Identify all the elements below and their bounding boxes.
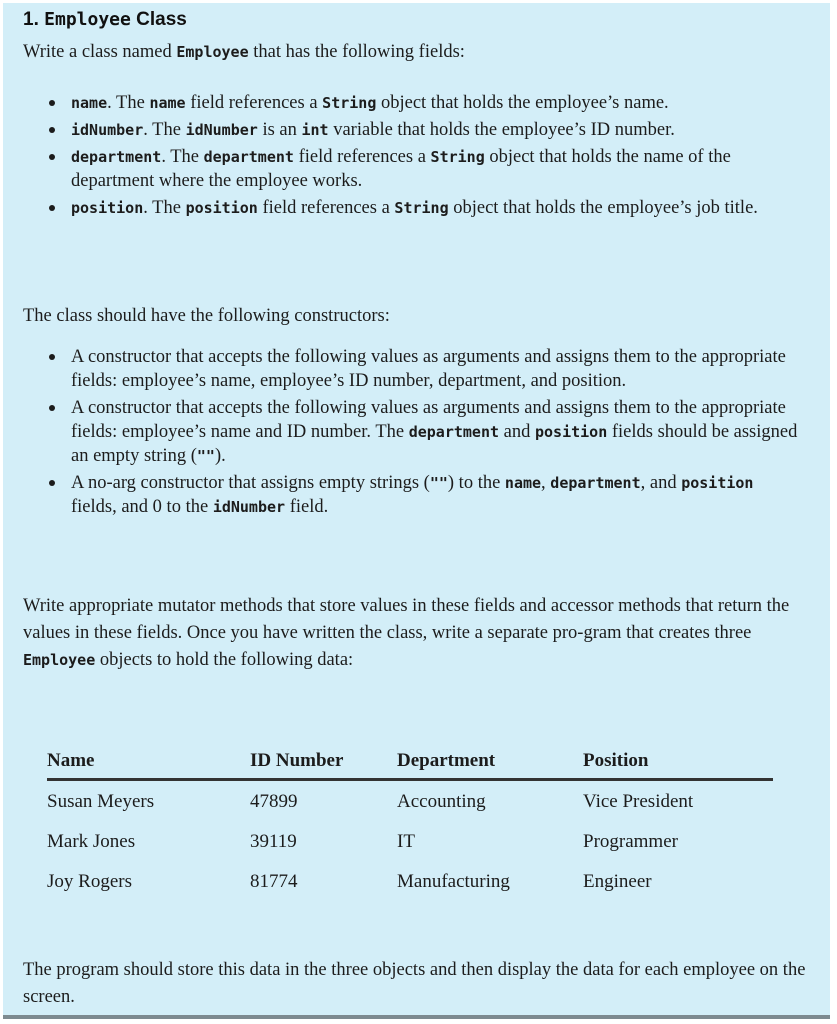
mutator-code: Employee bbox=[23, 651, 96, 669]
mutator-paragraph bbox=[23, 593, 808, 674]
table-cell: Susan Meyers bbox=[47, 791, 155, 812]
table-cell: IT bbox=[397, 831, 415, 852]
constructors-list bbox=[43, 345, 803, 522]
field-text: object that holds the name of the department where the employee works. bbox=[71, 147, 731, 191]
bullet-icon bbox=[49, 127, 55, 133]
table-row bbox=[47, 861, 773, 901]
header-position: Position bbox=[583, 750, 649, 771]
table-cell: Programmer bbox=[583, 831, 678, 852]
field-item-position bbox=[43, 196, 803, 220]
exercise-title-word: Class bbox=[136, 9, 187, 30]
constructor-item-name-id bbox=[43, 396, 803, 468]
field-text: field references a bbox=[257, 198, 395, 218]
table-cell: Manufacturing bbox=[397, 871, 510, 892]
table-cell: 81774 bbox=[250, 871, 298, 892]
field-text: object that holds the employee’s job title. bbox=[448, 198, 758, 218]
field-item-department bbox=[43, 145, 803, 193]
bottom-divider bbox=[3, 1015, 830, 1019]
constructor-code: position bbox=[535, 423, 608, 441]
table-row bbox=[47, 781, 773, 821]
bullet-icon bbox=[49, 154, 55, 160]
constructor-text: , and bbox=[640, 473, 682, 493]
mutator-text: Write appropriate mutator methods that store values in these fields and accessor methods that return the values in these fields. Once you have written the class, write a separate pro-gram that creates three bbox=[23, 596, 790, 643]
field-code-inline: position bbox=[185, 199, 258, 217]
field-text: . The bbox=[143, 198, 186, 218]
field-item-name bbox=[43, 91, 803, 115]
table-cell: Mark Jones bbox=[47, 831, 136, 852]
table-cell: Accounting bbox=[397, 791, 486, 812]
field-text: is an bbox=[257, 120, 302, 140]
field-code: name bbox=[71, 94, 108, 112]
constructor-code: department bbox=[550, 474, 641, 492]
field-text: field references a bbox=[185, 93, 323, 113]
exercise-number: 1. bbox=[23, 9, 39, 30]
field-type-code: int bbox=[301, 121, 329, 139]
field-code: position bbox=[71, 199, 144, 217]
header-id-number: ID Number bbox=[250, 750, 344, 771]
intro-text: Write a class named bbox=[23, 42, 177, 62]
constructor-code: name bbox=[504, 474, 542, 492]
bullet-icon bbox=[49, 405, 55, 411]
exercise-title bbox=[23, 9, 187, 31]
constructor-code: "" bbox=[196, 447, 215, 465]
fields-list bbox=[43, 91, 803, 223]
field-type-code: String bbox=[322, 94, 377, 112]
field-text: variable that holds the employee’s ID number. bbox=[328, 120, 675, 140]
constructor-code: idNumber bbox=[212, 498, 286, 516]
exercise-class-code: Employee bbox=[44, 9, 131, 30]
intro-code: Employee bbox=[176, 43, 249, 61]
field-text: . The bbox=[143, 120, 186, 140]
mutator-text-end: objects to hold the following data: bbox=[95, 650, 354, 670]
constructor-text: fields should be assigned an empty string ( bbox=[71, 422, 798, 466]
constructor-item-full bbox=[43, 345, 803, 393]
intro-paragraph bbox=[23, 39, 813, 66]
constructor-item-no-arg bbox=[43, 471, 803, 519]
table-cell: 39119 bbox=[250, 831, 297, 852]
document-page bbox=[3, 3, 830, 1019]
field-type-code: String bbox=[430, 148, 485, 166]
bullet-icon bbox=[49, 205, 55, 211]
field-text: field references a bbox=[293, 147, 431, 167]
header-name: Name bbox=[47, 750, 95, 771]
field-text: . The bbox=[107, 93, 150, 113]
header-department: Department bbox=[397, 750, 496, 771]
field-text: object that holds the employee’s name. bbox=[376, 93, 669, 113]
bullet-icon bbox=[49, 354, 55, 360]
intro-text-end: that has the following fields: bbox=[248, 42, 465, 62]
constructor-code: "" bbox=[429, 474, 448, 492]
constructor-code: department bbox=[408, 423, 500, 441]
bullet-icon bbox=[49, 480, 55, 486]
field-item-idnumber bbox=[43, 118, 803, 142]
field-code: department bbox=[71, 148, 162, 166]
constructor-text: A constructor that accepts the following values as arguments and assigns them to the appropriate fields: employee’s name, employee’s ID number, department, and position. bbox=[71, 347, 786, 391]
constructor-text: ) to the bbox=[447, 473, 505, 493]
employee-data-table bbox=[47, 744, 773, 901]
constructor-text: , bbox=[541, 473, 551, 493]
field-code: idNumber bbox=[71, 121, 144, 139]
table-cell: Engineer bbox=[583, 871, 652, 892]
field-code-inline: name bbox=[149, 94, 186, 112]
table-cell: 47899 bbox=[250, 791, 298, 812]
constructor-code: position bbox=[681, 474, 754, 492]
field-type-code: String bbox=[394, 199, 449, 217]
constructor-text: field. bbox=[285, 497, 329, 517]
bullet-icon bbox=[49, 100, 55, 106]
constructor-text: and bbox=[499, 422, 535, 442]
field-text: . The bbox=[161, 147, 204, 167]
closing-paragraph: The program should store this data in the three objects and then display the data for each employee on the screen. bbox=[23, 960, 806, 1007]
table-row bbox=[47, 821, 773, 861]
constructor-text: A no-arg constructor that assigns empty strings ( bbox=[71, 473, 430, 493]
field-code-inline: idNumber bbox=[185, 121, 258, 139]
table-cell: Joy Rogers bbox=[47, 871, 132, 892]
constructor-text: ). bbox=[214, 446, 226, 466]
table-header bbox=[47, 744, 773, 781]
constructor-text: A constructor that accepts the following values as arguments and assigns them to the appropriate fields: employee’s name and ID number. The bbox=[71, 398, 786, 442]
constructor-text: fields, and 0 to the bbox=[71, 497, 213, 517]
constructors-intro: The class should have the following constructors: bbox=[23, 306, 390, 326]
table-cell: Vice President bbox=[583, 791, 694, 812]
field-code-inline: department bbox=[203, 148, 294, 166]
